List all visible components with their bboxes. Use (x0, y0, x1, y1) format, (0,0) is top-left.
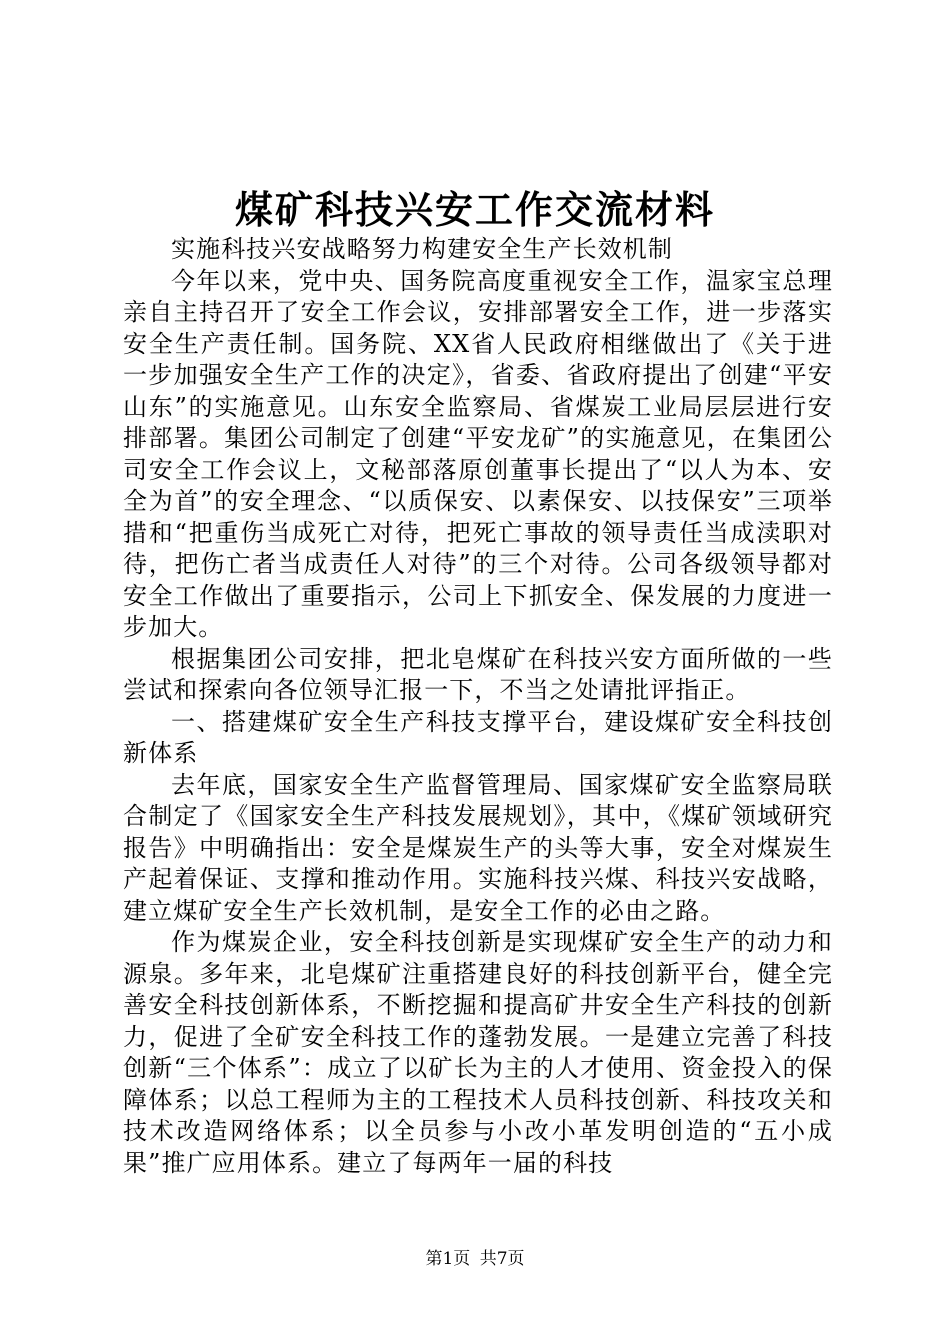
body-paragraph: 根据集团公司安排，把北皂煤矿在科技兴安方面所做的一些尝试和探索向各位领导汇报一下，不当之处请批评指正。 (123, 644, 833, 704)
document-title: 煤矿科技兴安工作交流材料 (234, 187, 715, 232)
page-number: 第1页 (425, 1249, 471, 1269)
document-body (123, 234, 833, 1179)
page-footer (0, 1244, 950, 1269)
subtitle-paragraph: 实施科技兴安战略努力构建安全生产长效机制 (171, 235, 673, 263)
section-heading: 一、搭建煤矿安全生产科技支撑平台，建设煤矿安全科技创新体系 (123, 707, 833, 767)
body-paragraph: 作为煤炭企业，安全科技创新是实现煤矿安全生产的动力和源泉。多年来，北皂煤矿注重搭建良好的科技创新平台，健全完善安全科技创新体系，不断挖掘和提高矿井安全生产科技的创新力，促进了全矿安全科技工作的蓬勃发展。一是建立完善了科技创新“三个体系”：成立了以矿长为主的人才使用、资金投入的保障体系；以总工程师为主的工程技术人员科技创新、科技攻关和技术改造网络体系；以全员参与小改小革发明创造的“五小成果”推广应用体系。建立了每两年一届的科技 (123, 928, 833, 1177)
body-paragraph: 今年以来，党中央、国务院高度重视安全工作，温家宝总理亲自主持召开了安全工作会议，安排部署安全工作，进一步落实安全生产责任制。国务院、XX省人民政府相继做出了《关于进一步加强安全生产工作的决定》，省委、省政府提出了创建“平安山东”的实施意见。山东安全监察局、省煤炭工业局层层进行安排部署。集团公司制定了创建“平安龙矿”的实施意见，在集团公司安全工作会议上，文秘部落原创董事长提出了“以人为本、安全为首”的安全理念、“以质保安、以素保安、以技保安”三项举措和“把重伤当成死亡对待，把死亡事故的领导责任当成渎职对待，把伤亡者当成责任人对待”的三个对待。公司各级领导都对安全工作做出了重要指示，公司上下抓安全、保发展的力度进一步加大。 (123, 266, 833, 641)
body-paragraph: 去年底，国家安全生产监督管理局、国家煤矿安全监察局联合制定了《国家安全生产科技发展规划》，其中，《煤矿领域研究报告》中明确指出：安全是煤炭生产的头等大事，安全对煤炭生产起着保证、支撑和推动作用。实施科技兴煤、科技兴安战略，建立煤矿安全生产长效机制，是安全工作的必由之路。 (123, 770, 833, 925)
page-total: 共7页 (479, 1249, 525, 1269)
